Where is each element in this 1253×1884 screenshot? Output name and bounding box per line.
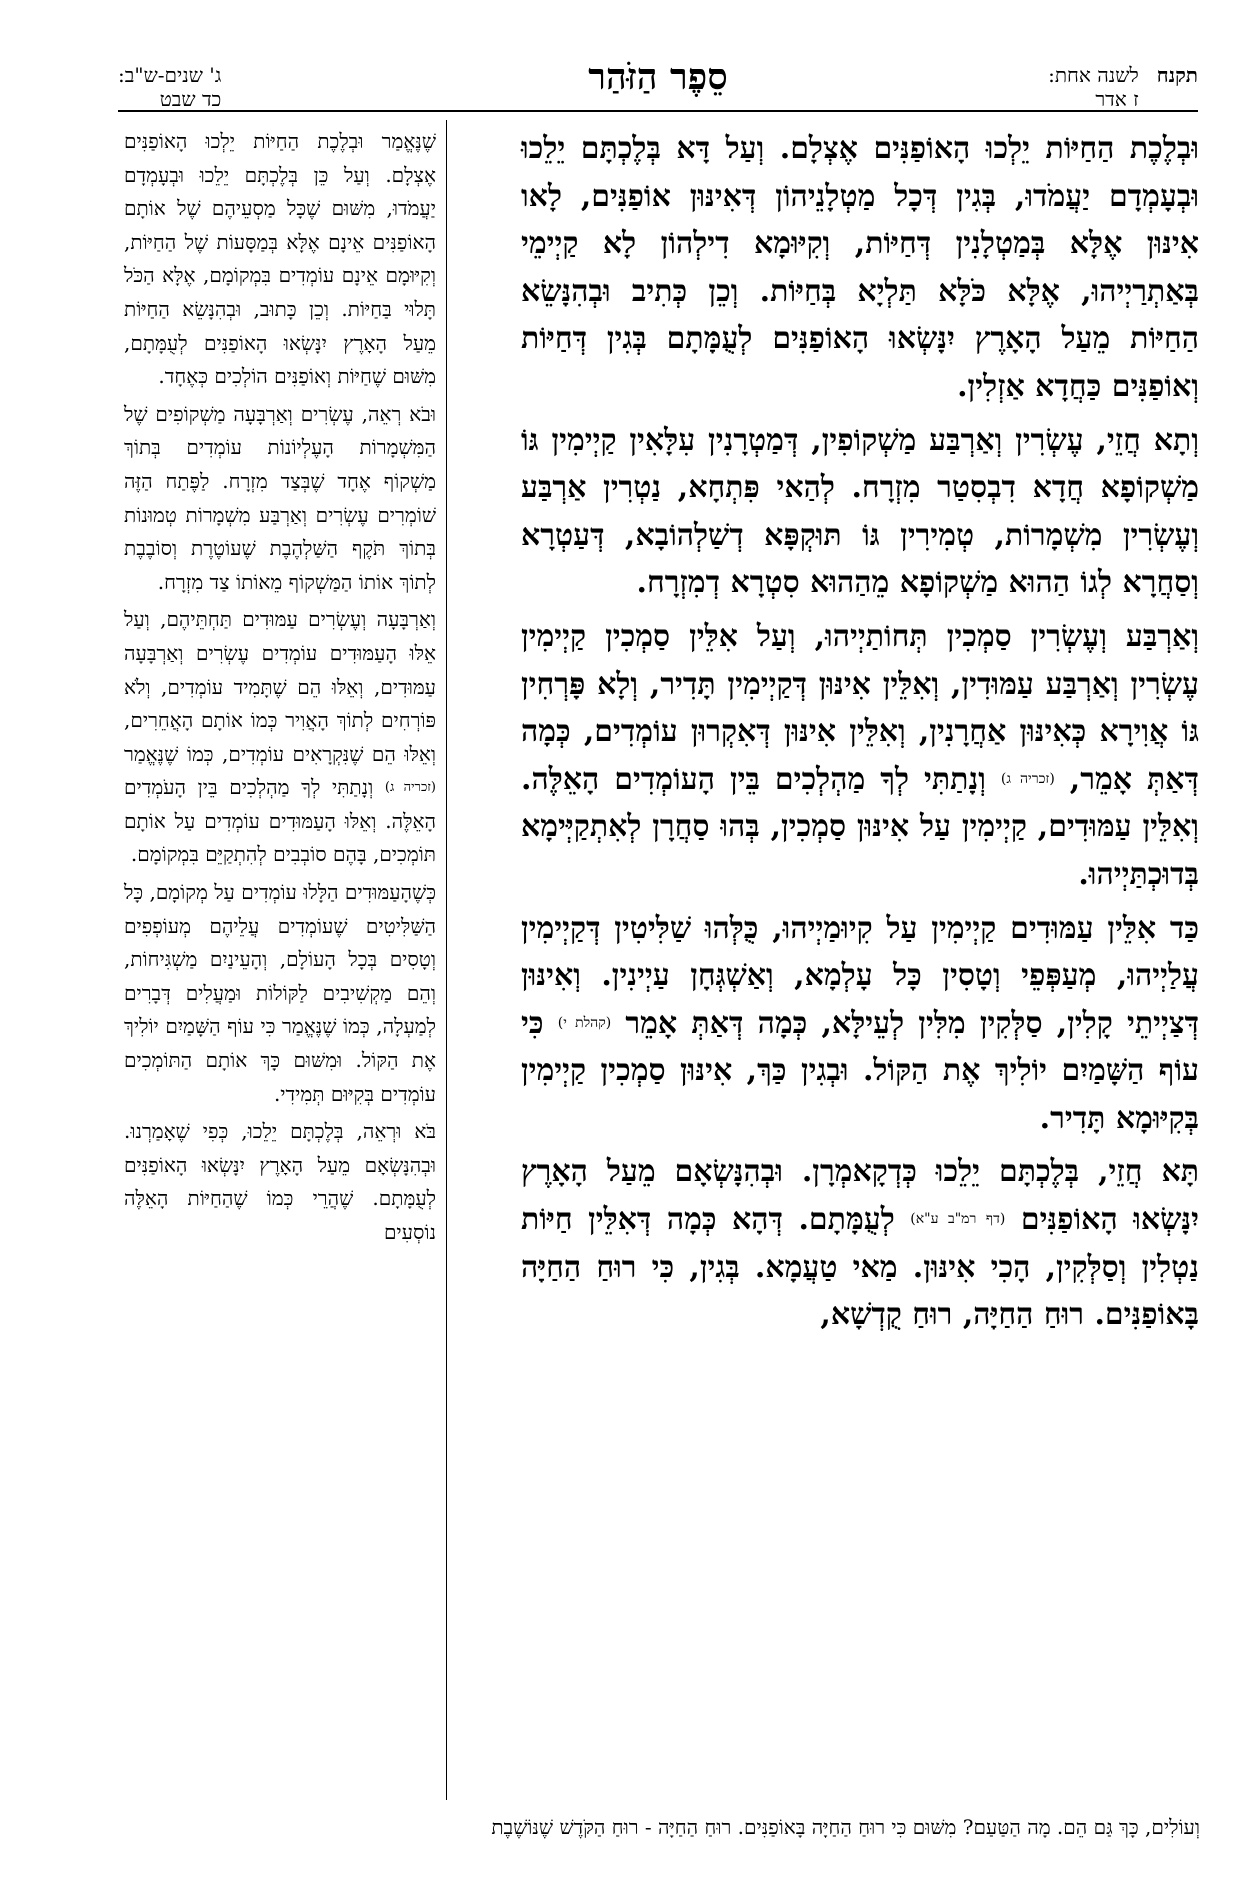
verse-reference: (קהלת י) [557,1014,612,1031]
volume-date: כד שבט [159,87,222,111]
aramaic-paragraph: וּבְלֶכֶת הַחַיּוֹת יֵלְכוּ הָאוֹפַנִּים אֶצְלָם. וְעַל דָּא בְּלֶכְתָּם יֵלֵכוּ וּבְעָמְדָם יַעֲמֹדוּ, בְּגִין דְּכָל מַטְלָנֵיהוֹן דְּאִינּוּן אוֹפַנִּים, לָאו אִינּוּן אֶלָּא בְּמַטְלָנִין דְּחַיּוֹת, וְקִיּוּמָא דִילְהוֹן לָא קַיְימֵי בְּאַתְרַיְיהוּ, אֶלָּא כֹּלָּא תַּלְיָא בְּחַיּוֹת. וְכֵן כְּתִיב וּבְהִנָּשֵׂא הַחַיּוֹת מֵעַל הָאָרֶץ יִנָּשְׂאוּ הָאוֹפַנִּים לְעֻמָּתָם בְּגִין דְּחַיּוֹת וְאוֹפַנִּים כַּחֲדָא אַזְלִין. [521,131,1199,404]
paragraph-text: וְנָתַתִּי לְךָ מַהְלְכִים בֵּין הָעֹמְדִים הָאֵלֶּה. וְאֵלּוּ הָעַמּוּדִים עוֹמְדִים עַל אוֹתָם תּוֹמְכִים, בָּהֶם סוֹבְבִים לְהִתְקַיֵּם בִּמְקוֹמָם. [124,775,436,867]
translation-paragraph: בֹּא וּרְאֵה, בְּלֶכְתָּם יֵלֵכוּ, כְּפִי שֶׁאָמַרְנוּ. וּבְהִנָּשְׂאָם מֵעַל הָאָרֶץ יִנָּשְׂאוּ הָאוֹפַנִּים לְעֻמָּתָם. שֶׁהֲרֵי כְּמוֹ שֶׁהַחַיּוֹת הָאֵלֶּה נוֹסְעִים [124,1119,436,1244]
aramaic-text-column [521,125,1199,1345]
translation-paragraph: שֶׁנֶּאֱמַר וּבְלֶכֶת הַחַיּוֹת יֵלְכוּ הָאוֹפַנִּים אֶצְלָם. וְעַל כֵּן בְּלֶכְתָּם יֵלֵכוּ וּבְעָמְדָם יַעֲמֹדוּ, מִשּׁוּם שֶׁכָּל מַסְעֵיהֶם שֶׁל אוֹתָם הָאוֹפַנִּים אֵינָם אֶלָּא בְּמַסָּעוֹת שֶׁל הַחַיּוֹת, וְקִיּוּמָם אֵינָם עוֹמְדִים בִּמְקוֹמָם, אֶלָּא הַכֹּל תָּלוּי בַּחַיּוֹת. וְכֵן כָּתוּב, וּבְהִנָּשֵׂא הַחַיּוֹת מֵעַל הָאָרֶץ יִנָּשְׂאוּ הָאוֹפַנִּים לְעֻמָּתָם, מִשּׁוּם שֶׁחַיּוֹת וְאוֹפַנִּים הוֹלְכִים כְּאֶחָד. [124,129,436,389]
paragraph-text: לְעֻמָּתָם. דְּהָא כְּמָה דְּאִלֵּין חַיּוֹת נַטְלִין וְסַלְּקִין, הָכִי אִינּוּן. מַאי טַעֲמָא. בְּגִין, כִּי רוּחַ הַחַיָּה בָּאוֹפַנִּים. רוּחַ הַחַיָּה, רוּחַ קֻדְשָׁא, [521,1202,1199,1333]
paragraph-text: כִּי עוֹף הַשָּׁמַיִם יוֹלִיךְ אֶת הַקּוֹל. וּבְגִין כַּךְ, אִינּוּן סַמְכִין קַיְימִין בְּקִיּוּמָא תָּדִיר. [521,1005,1199,1136]
translation-paragraph: וּבֹא רְאֵה, עֶשְׂרִים וְאַרְבָּעָה מַשְׁקוֹפִים שֶׁל הַמִּשְׁמָרוֹת הָעֶלְיוֹנוֹת עוֹמְדִים בְּתוֹךְ מַשְׁקוֹף אֶחָד שֶׁבְּצַד מִזְרָח. לַפֶּתַח הַזֶּה שׁוֹמְרִים עֶשְׂרִים וְאַרְבַּע מִשְׁמָרוֹת טְמוּנוֹת בְּתוֹךְ תֹּקֶף הַשַּׁלְהֶבֶת שֶׁעוֹטֶרֶת וְסוֹבֶבֶת לְתוֹךְ אוֹתוֹ הַמַּשְׁקוֹף מֵאוֹתוֹ צַד מִזְרָח. [124,401,436,594]
verse-reference: (זכריה ג) [1000,770,1055,787]
translation-paragraph [124,603,436,872]
page-reference: (דף רמ"ב ע"א) [910,1211,1006,1228]
hebrew-translation-column [124,125,436,1254]
paragraph-text: תָּא חֲזֵי, בְּלֶכְתָּם יֵלֵכוּ כְּדְקָאמְרָן. וּבְהִנָּשְׂאָם מֵעַל הָאָרֶץ יִנָּשְׂאוּ הָאוֹפַנִּים [521,1154,1200,1238]
translation-paragraph: כְּשֶׁהָעַמּוּדִים הַלָּלוּ עוֹמְדִים עַל מְקוֹמָם, כָּל הַשַּׁלִּיטִים שֶׁעוֹמְדִים עֲלֵיהֶם מְעוֹפְפִים וְטָסִים בְּכָל הָעוֹלָם, וְהָעֵינַיִם מַשְׁגִּיחוֹת, וְהֵם מַקְשִׁיבִים לַקּוֹלוֹת וּמַעֲלִים דְּבָרִים לְמַעְלָה, כְּמוֹ שֶׁנֶּאֱמַר כִּי עוֹף הַשָּׁמַיִם יוֹלִיךְ אֶת הַקּוֹל. וּמִשּׁוּם כָּךְ אוֹתָם הַתּוֹמְכִים עוֹמְדִים בְּקִיּוּם תְּמִידִי. [123,880,436,1106]
paragraph-text: כַּד אִלֵּין עַמּוּדִים קַיְימִין עַל קִיוּמַיְיהוּ, כֻּלְּהוּ שַׁלִּיטִין דְּקַיְימִין עֲלַיְיהוּ, מְעַפְּפֵי וְטָסִין כָּל עָלְמָא, וְאַשְׁגְּחָן עַיְינִין. וְאִינּוּן דְּצַיְיתֵי קָלִין, סַלְּקִין מִלִּין לְעֵילָּא, כְּמָה דְּאַתְּ אָמֵר [521,910,1200,1041]
aramaic-paragraph [521,613,1199,899]
paragraph-text: וְאַרְבָּעָה וְעֶשְׂרִים עַמּוּדִים תַּחְתֵּיהֶם, וְעַל אֵלּוּ הָעַמּוּדִים עוֹמְדִים עֶשְׂרִים וְאַרְבָּעָה עַמּוּדִים, וְאֵלּוּ הֵם שֶׁתָּמִיד עוֹמְדִים, וְלֹא פּוֹרְחִים לְתוֹךְ הָאֲוִיר כְּמוֹ אוֹתָם הָאֲחֵרִים, וְאֵלּוּ הֵם שֶׁנִּקְרָאִים עוֹמְדִים, כְּמוֹ שֶׁנֶּאֱמַר [124,607,436,766]
page-header [118,55,1198,117]
schedule-date: ז אדר [1095,87,1139,111]
verse-reference: (זכריה ג) [384,780,436,796]
paragraph-text: וְנָתַתִּי לְךָ מַהְלְכִים בֵּין הָעוֹמְדִים הָאֵלֶּה. וְאִלֵּין עַמּוּדִים, קַיְימִין עַל אִינּוּן סַמְכִין, בְּהוּ סַחֲרָן לְאִתְקַיְּימָא בְּדוּכְתַּיְיהוּ. [521,761,1199,892]
volume-label: ג' שנים-ש"ב: [118,63,222,87]
header-left [118,63,221,111]
paragraph-text: וְאַרְבַּע וְעֶשְׂרִין סַמְכִין תְּחוֹתַיְיהוּ, וְעַל אִלֵּין סַמְכִין קַיְימִין עֶשְׂרִין וְאַרְבַּע עַמּוּדִין, וְאִלֵּין אִינּוּן דְּקַיְימִין תָּדִיר, וְלָא פָּרְחִין גּוֹ אֲוִירָא כְּאִינּוּן אַחֲרָנִין, וְאִלֵּין אִינּוּן דְּאִקְרוּן עוֹמְדִים, כְּמָה דְּאַתְּ אָמֵר, [521,618,1199,797]
tikkun-number: תקנח [1156,63,1198,87]
aramaic-paragraph: וְתָא חֲזֵי, עֶשְׂרִין וְאַרְבַּע מַשְׁקוֹפִין, דְּמַטְרָנִין עִלָּאִין קַיְימִין גּוֹ מַשְׁקוֹפָא חֲדָא דִבְסִטַר מִזְרָח. לְהַאי פִּתְחָא, נַטְרִין אַרְבַּע וְעֶשְׂרִין מִשְׁמָרוֹת, טְמִירִין גּוֹ תּוּקְפָּא דְשַׁלְהוֹבָא, דְּעַטְרָא וְסַחֲרָא לְגוֹ הַהוּא מַשְׁקוֹפָא מֵהַהוּא סִטְרָא דְמִזְרָח. [521,422,1199,601]
header-rule [118,110,1198,112]
aramaic-paragraph [521,905,1199,1143]
column-divider [446,120,447,1800]
schedule-label: לשנה אחת: [1048,63,1139,87]
translation-continuation-line: וְעוֹלִים, כָּךְ גַּם הֵם. מָה הַטַּעַם? מִשּׁוּם כִּי רוּחַ הַחַיָּה בָּאוֹפַנִּים. רוּחַ הַחַיָּה - רוּחַ הַקֹּדֶשׁ שֶׁנּוֹשֶׁבֶת [491,1815,1200,1839]
aramaic-paragraph [521,1148,1199,1338]
book-title: סֵפֶר הַזֹּהַר [588,56,728,98]
